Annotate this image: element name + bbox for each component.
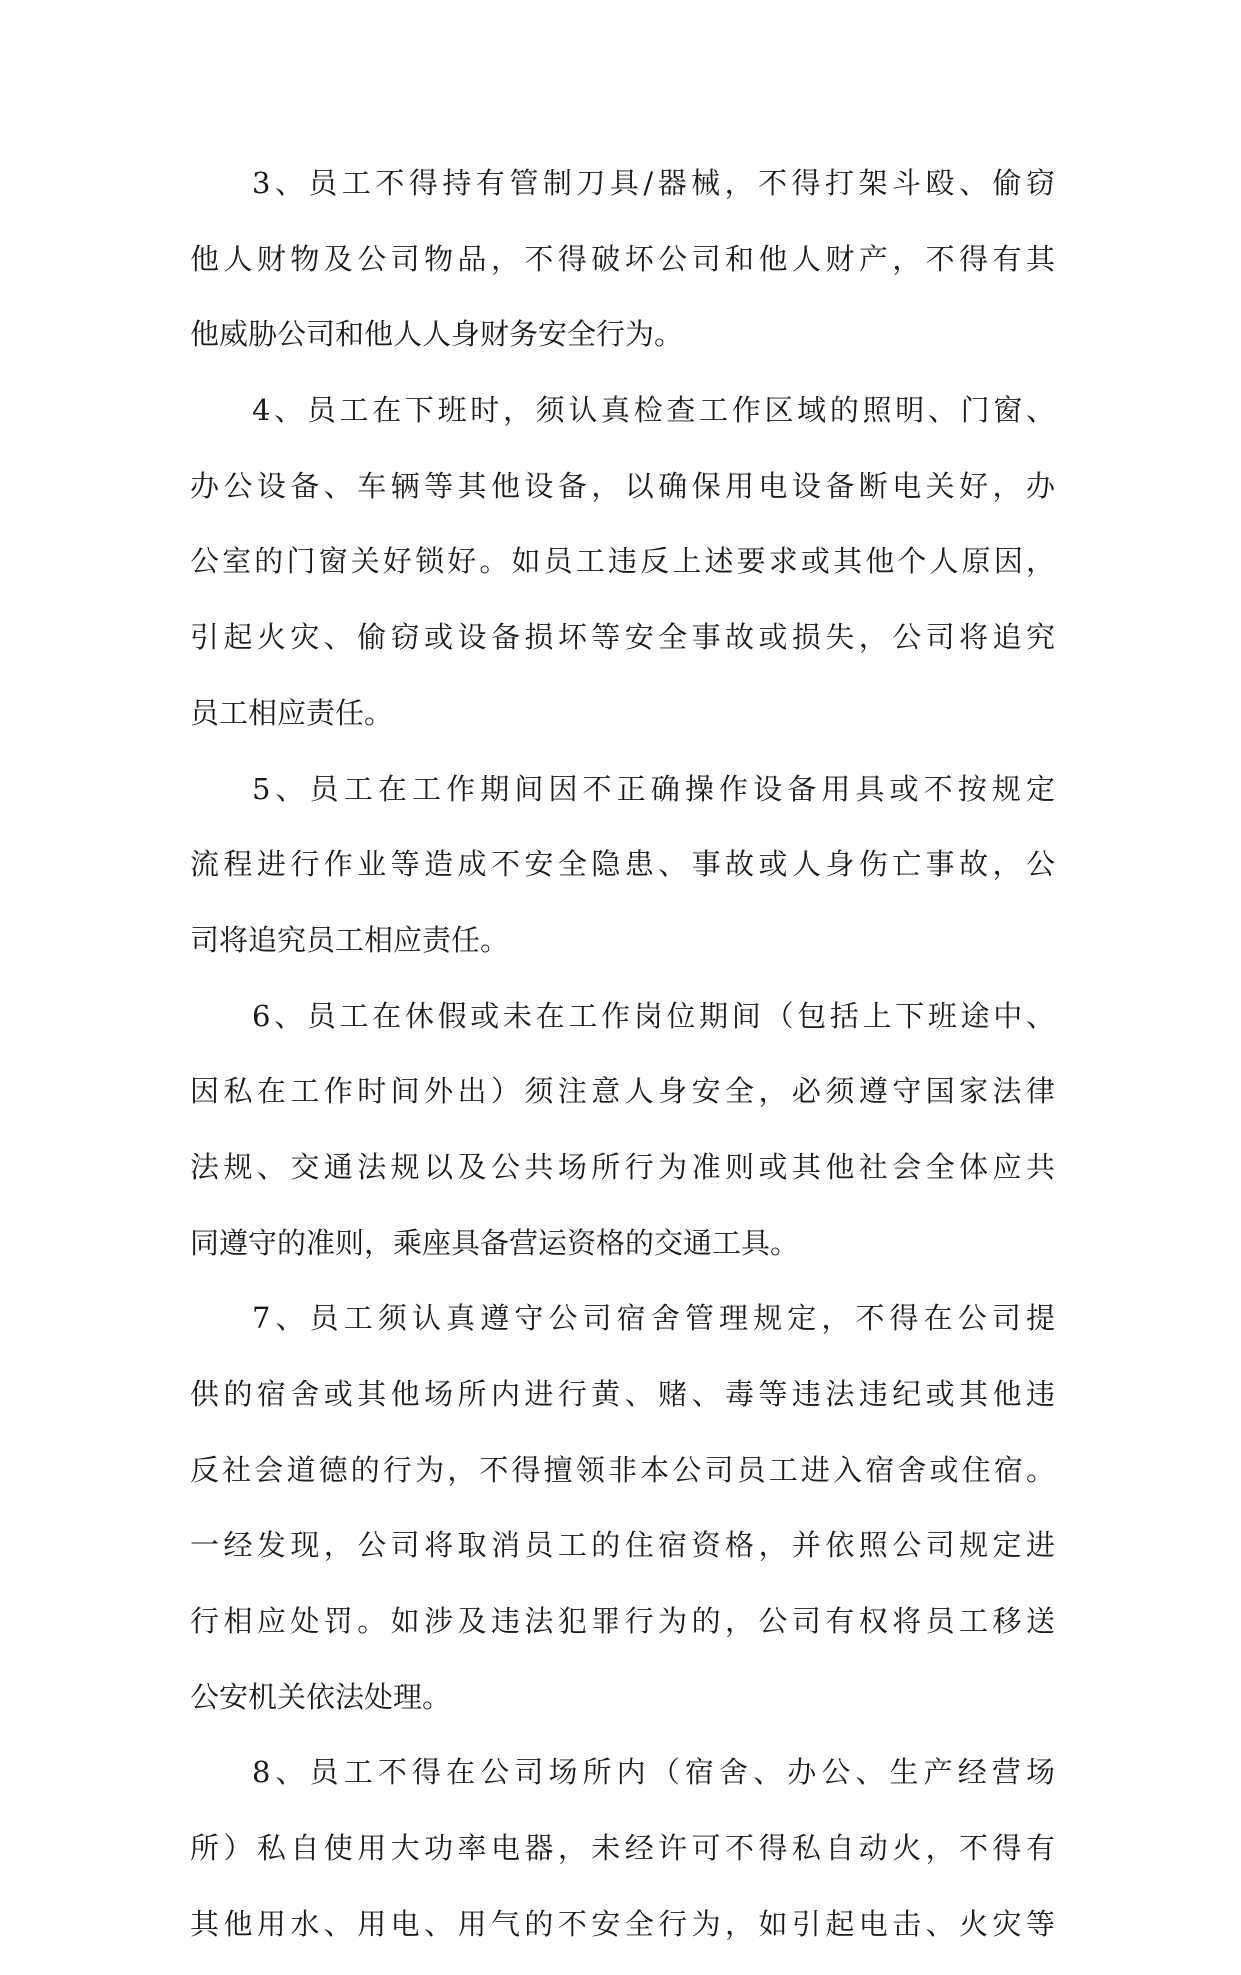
paragraph-6-line-2: 因私在工作时间外出）须注意人身安全，必须遵守国家法律 [190,1074,1055,1109]
paragraph-7-line-4: 一经发现，公司将取消员工的住宿资格，并依照公司规定进 [190,1528,1055,1563]
paragraph-6-line-3: 法规、交通法规以及公共场所行为准则或其他社会全体应共 [190,1149,1055,1184]
paragraph-7-line-2: 供的宿舍或其他场所内进行黄、赌、毒等违法违纪或其他违 [190,1377,1055,1411]
paragraph-8-line-3: 其他用水、用电、用气的不安全行为，如引起电击、火灾等 [190,1906,1055,1941]
paragraph-4-line-1: 4、员工在下班时，须认真检查工作区域的照明、门窗、 [252,393,1055,428]
paragraph-7-line-6: 公安机关依法处理。 [190,1679,452,1714]
paragraph-7-line-1: 7、员工须认真遵守公司宿舍管理规定，不得在公司提 [252,1301,1055,1336]
paragraph-3-line-3: 他威胁公司和他人人身财务安全行为。 [190,317,684,352]
paragraph-4-line-2: 办公设备、车辆等其他设备，以确保用电设备断电关好，办 [190,468,1055,503]
paragraph-3-line-2: 他人财物及公司物品，不得破坏公司和他人财产，不得有其 [190,241,1055,276]
document-body [190,158,1055,1975]
paragraph-7-line-5: 行相应处罚。如涉及违法犯罪行为的，公司有权将员工移送 [190,1604,1055,1639]
paragraph-6-line-1: 6、员工在休假或未在工作岗位期间（包括上下班途中、 [252,998,1055,1033]
paragraph-5-line-3: 司将追究员工相应责任。 [190,922,510,957]
paragraph-4-line-5: 员工相应责任。 [190,695,394,730]
paragraph-4-line-3: 公室的门窗关好锁好。如员工违反上述要求或其他个人原因， [190,544,1055,579]
paragraph-5-line-1: 5、员工在工作期间因不正确操作设备用具或不按规定 [252,771,1055,806]
paragraph-8-line-1: 8、员工不得在公司场所内（宿舍、办公、生产经营场 [252,1755,1055,1790]
paragraph-3-line-1: 3、员工不得持有管制刀具/器械，不得打架斗殴、偷窃 [252,166,1055,200]
paragraph-6-line-4: 同遵守的准则，乘座具备营运资格的交通工具。 [190,1225,800,1260]
paragraph-7-line-3: 反社会道德的行为，不得擅领非本公司员工进入宿舍或住宿。 [190,1452,1055,1487]
paragraph-4-line-4: 引起火灾、偷窃或设备损坏等安全事故或损失，公司将追究 [190,620,1055,655]
paragraph-8-line-2: 所）私自使用大功率电器，未经许可不得私自动火，不得有 [190,1831,1055,1866]
paragraph-5-line-2: 流程进行作业等造成不安全隐患、事故或人身伤亡事故，公 [190,847,1055,882]
